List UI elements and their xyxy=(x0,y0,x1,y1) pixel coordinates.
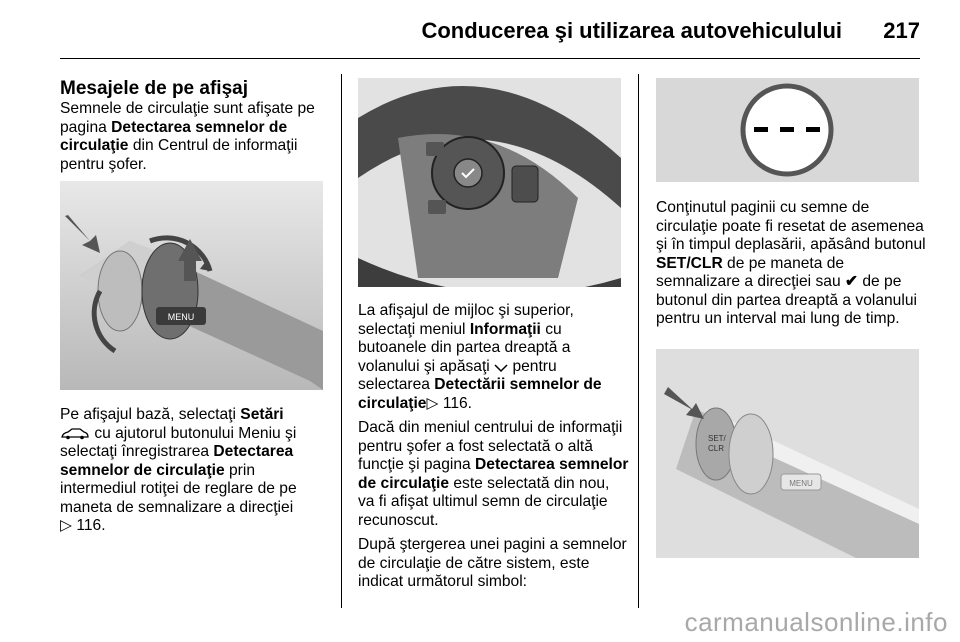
set-clr-stalk-illustration xyxy=(656,349,919,558)
stalk2-menu-label: MENU xyxy=(789,479,813,488)
check-icon: ✔ xyxy=(844,273,859,290)
column-1-bottom xyxy=(60,406,332,542)
page-number: 217 xyxy=(883,18,920,43)
header-divider xyxy=(60,58,920,59)
page-ref-arrow-icon: ▷ xyxy=(60,517,72,534)
no-sign-symbol-icon xyxy=(656,78,919,182)
car-settings-icon xyxy=(60,428,90,440)
paragraph-display-messages: Semnele de circulaţie sunt afişate pe pagina Detectarea semnelor de circulaţie din Centrul de informaţii pentru şofer. xyxy=(60,100,315,173)
paragraph-last-sign: Dacă din meniul centrului de informaţii pentru şofer a fost selectată o altă funcţie şi pagina Detectarea semnelor de circulaţie este selectată din nou, va fi afişat ultimul semn de circulaţie recunoscut. xyxy=(358,419,629,529)
paragraph-reset: Conţinutul paginii cu semne de circulaţie poate fi resetat de asemenea şi în timpul deplasării, apăsând butonul SET/CLR de pe maneta de semnalizare a direcţiei sau ✔ de pe butonul din partea dreaptă a volanului pentru un interval mai lung de timp. xyxy=(656,199,926,327)
section-heading: Mesajele de pe afişaj xyxy=(60,78,248,99)
clr-label: CLR xyxy=(708,444,725,453)
watermark: carmanualsonline.info xyxy=(684,607,948,637)
figure-steering-wheel xyxy=(358,78,621,287)
figure-turn-signal-stalk xyxy=(60,181,323,390)
set-label: SET/ xyxy=(708,434,726,443)
page-header-title: Conducerea şi utilizarea autovehiculului xyxy=(421,18,842,43)
steering-wheel-illustration xyxy=(358,78,621,287)
page-ref-arrow-icon: ▷ xyxy=(426,394,439,412)
checkmark-v-icon xyxy=(494,363,508,373)
column-divider-1 xyxy=(341,74,342,608)
stalk-illustration xyxy=(60,181,323,390)
column-2-text xyxy=(358,302,630,598)
paragraph-deleted-page: După ştergerea unei pagini a semnelor de circulaţie de către sistem, este indicat următorul simbol: xyxy=(358,536,627,590)
column-divider-2 xyxy=(638,74,639,608)
paragraph-settings: Pe afişajul bază, selectaţi Setări cu ajutorul butonului Meniu şi selectaţi înregistrarea Detectarea semnelor de circulaţie prin intermediul rotiţei de reglare de pe maneta de semnalizare a direcţiei ▷ 116. xyxy=(60,406,297,534)
figure-cleared-sign-symbol xyxy=(656,78,919,182)
figure-set-clr-stalk xyxy=(656,349,919,558)
column-1-top xyxy=(60,78,332,180)
column-3-text xyxy=(656,199,928,335)
stalk-menu-label: MENU xyxy=(167,312,195,322)
paragraph-info-menu: La afişajul de mijloc şi superior, selectaţi meniul Informaţii cu butoanele din partea dreaptă a volanului şi apăsaţi pentru selectarea Detectării semnelor de circulaţie▷ 116. xyxy=(358,302,602,412)
